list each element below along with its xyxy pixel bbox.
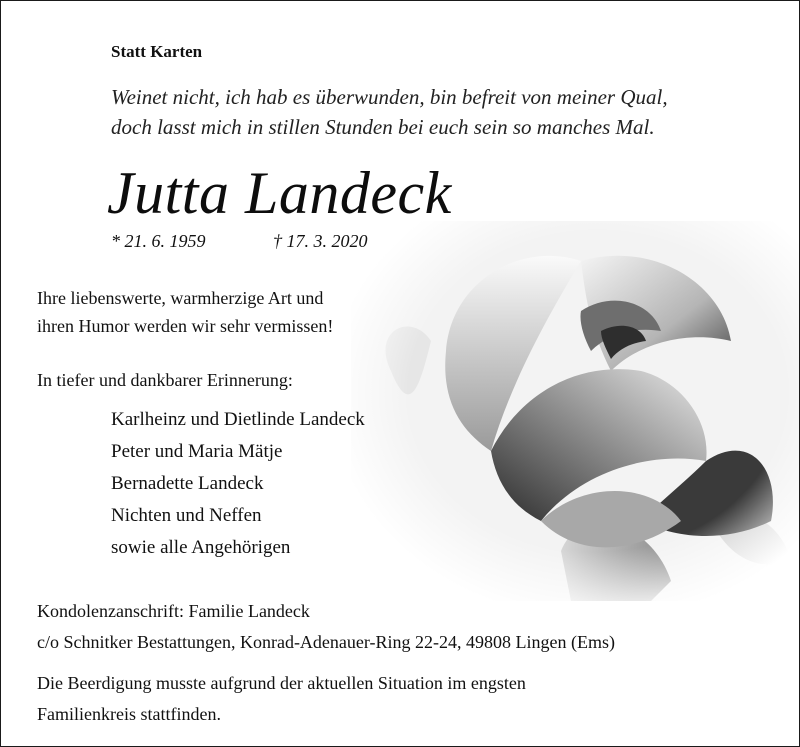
mourner-item: Peter und Maria Mätje (111, 441, 283, 462)
burial-note-line-2: Familienkreis stattfinden. (37, 704, 221, 724)
mourner-item: Karlheinz und Dietlinde Landeck (111, 409, 365, 430)
verse-line-1: Weinet nicht, ich hab es überwunden, bin befreit von meiner Qual, (111, 85, 668, 109)
mourner-item: Nichten und Neffen (111, 505, 262, 526)
condolence-address-line-2: c/o Schnitker Bestattungen, Konrad-Adenauer-Ring 22-24, 49808 Lingen (Ems) (37, 632, 616, 652)
remembrance-line: In tiefer und dankbarer Erinnerung: (37, 370, 293, 390)
condolence-address-line-1: Kondolenzanschrift: Familie Landeck (37, 601, 310, 621)
tribute-line-1: Ihre liebenswerte, warmherzige Art und (37, 288, 324, 308)
deceased-name: Jutta Landeck (107, 160, 452, 226)
verse-line-2: doch lasst mich in stillen Stunden bei euch sein so manches Mal. (111, 115, 655, 139)
tribute-line-2: ihren Humor werden wir sehr vermissen! (37, 316, 334, 336)
burial-note-line-1: Die Beerdigung musste aufgrund der aktuellen Situation im engsten (37, 673, 526, 693)
mourner-item: Bernadette Landeck (111, 473, 264, 494)
mourner-item: sowie alle Angehörigen (111, 537, 291, 558)
header-statt-karten: Statt Karten (111, 42, 203, 61)
rose-image (351, 221, 799, 601)
birth-date: * 21. 6. 1959 (111, 231, 206, 251)
death-date: † 17. 3. 2020 (273, 231, 368, 251)
